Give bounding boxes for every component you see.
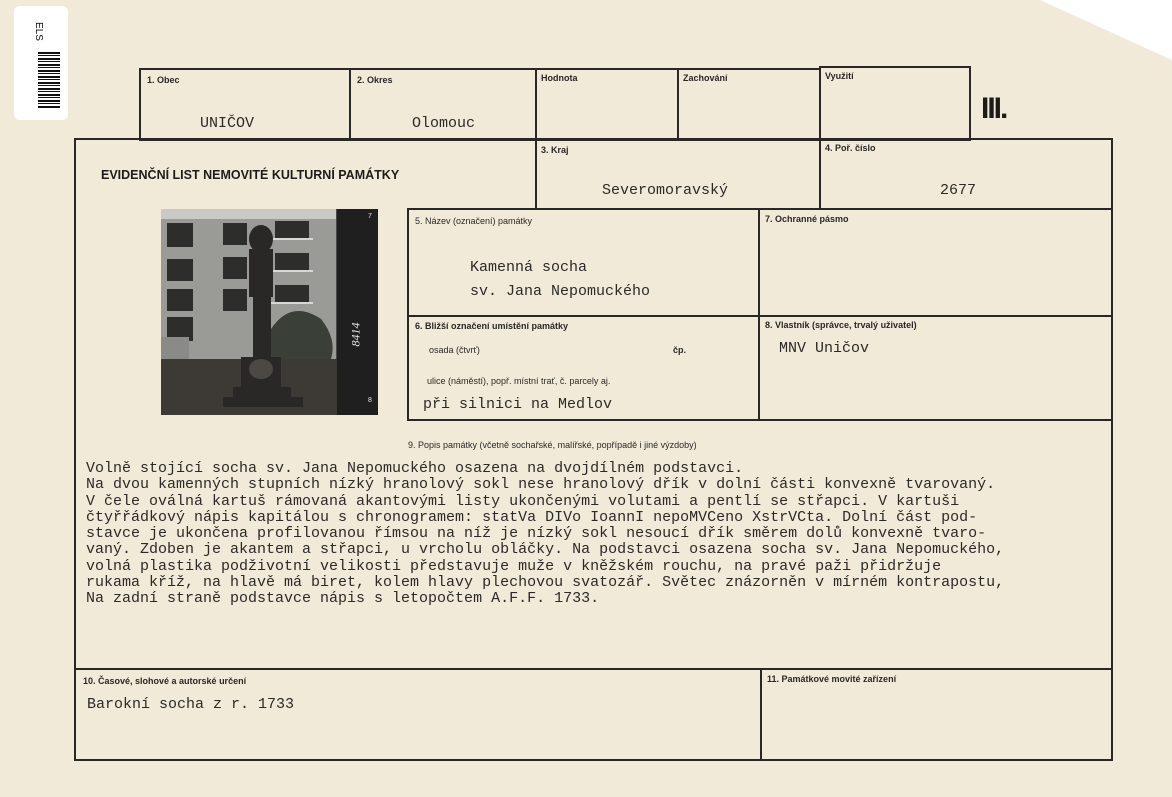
hodnota-label: Hodnota xyxy=(541,73,578,83)
ulice-label: ulice (náměstí), popř. místní trať, č. parcely aj. xyxy=(427,376,611,386)
popis-line: Na dvou kamenných stupních nízký hranolový sokl nese hranolový dřík v dolní části konvexně tvarovaný. xyxy=(86,476,996,494)
okres-value: Olomouc xyxy=(412,115,476,132)
nazev-value-line1: Kamenná socha xyxy=(470,259,588,276)
photo-number: 8414 xyxy=(348,322,363,347)
monument-photo xyxy=(161,209,378,415)
cp-label: čp. xyxy=(673,345,687,355)
obec-value: UNIČOV xyxy=(200,115,255,132)
corner-mark: III. xyxy=(981,92,1007,125)
field-kraj xyxy=(535,138,821,210)
card-heading: EVIDENČNÍ LIST NEMOVITÉ KULTURNÍ PAMÁTKY xyxy=(101,168,400,182)
nazev-label: 5. Název (označení) památky xyxy=(415,216,533,226)
por-cislo-label: 4. Poř. číslo xyxy=(825,143,876,153)
ochranne-pasmo-label: 7. Ochranné pásmo xyxy=(765,214,849,224)
popis-line: vaný. Zdoben je akantem a střapci, u vrcholu obláčky. Na podstavci osazena socha sv. Jana Nepomuckého, xyxy=(86,541,1005,559)
zachovani-label: Zachování xyxy=(683,73,728,83)
umisteni-label: 6. Bližší označení umístění památky xyxy=(415,321,569,331)
okres-label: 2. Okres xyxy=(357,75,393,85)
por-cislo-value: 2677 xyxy=(940,182,977,199)
field-ochranne-pasmo xyxy=(758,208,1113,317)
popis-line: rukama kříž, na hlavě má biret, kolem hlavy plechovou svatozář. Světec znázorněn v mírném kontrapostu, xyxy=(86,574,1005,592)
barcode-icon xyxy=(38,52,60,108)
barcode-sticker xyxy=(14,6,68,120)
popis-line: Volně stojící socha sv. Jana Nepomuckého osazena na dvojdílném podstavci. xyxy=(86,460,744,477)
popis-text xyxy=(86,461,1004,608)
barcode-code: ELS xyxy=(32,22,44,41)
nazev-value-line2: sv. Jana Nepomuckého xyxy=(470,283,651,300)
obec-label: 1. Obec xyxy=(147,75,180,85)
field-vlastnik xyxy=(758,315,1113,421)
osada-label: osada (čtvrť) xyxy=(429,345,480,355)
casove-value: Barokní socha z r. 1733 xyxy=(87,696,295,713)
vlastnik-label: 8. Vlastník (správce, trvalý uživatel) xyxy=(765,320,917,330)
photo-edge-mark-top: 7 xyxy=(368,213,372,220)
vyuziti-label: Využití xyxy=(825,71,854,81)
popis-label: 9. Popis památky (včetně sochařské, malířské, popřípadě i jiné výzdoby) xyxy=(408,440,697,450)
popis-line: volná plastika podživotní velikosti představuje muže v kněžském rouchu, na pravé paži přidržuje xyxy=(86,557,942,575)
kraj-label: 3. Kraj xyxy=(541,145,569,155)
vlastnik-value: MNV Uničov xyxy=(779,340,870,357)
umisteni-value: při silnici na Medlov xyxy=(423,396,613,413)
statue-photo-icon xyxy=(161,209,378,415)
popis-line: V čele oválná kartuš rámovaná akantovými listy ukončenými volutami a pentlí se střapci. V kartuši xyxy=(86,492,960,510)
popis-line: stavce je ukončena profilovanou římsou na níž je nízký sokl nesoucí dřík směrem dolů konvexně tvaro- xyxy=(86,525,987,543)
popis-line: čtyřřádkový nápis kapitálou s chronogramem: statVa DIVo IoannI nepoMVCeno XstrVCta. Dolní část pod- xyxy=(86,508,978,526)
photo-edge-mark-bottom: 8 xyxy=(368,397,372,404)
movite-label: 11. Památkové movité zařízení xyxy=(767,674,897,684)
casove-label: 10. Časové, slohové a autorské určení xyxy=(83,676,247,686)
popis-line: Na zadní straně podstavce nápis s letopočtem A.F.F. 1733. xyxy=(86,590,600,608)
kraj-value: Severomoravský xyxy=(602,182,729,199)
